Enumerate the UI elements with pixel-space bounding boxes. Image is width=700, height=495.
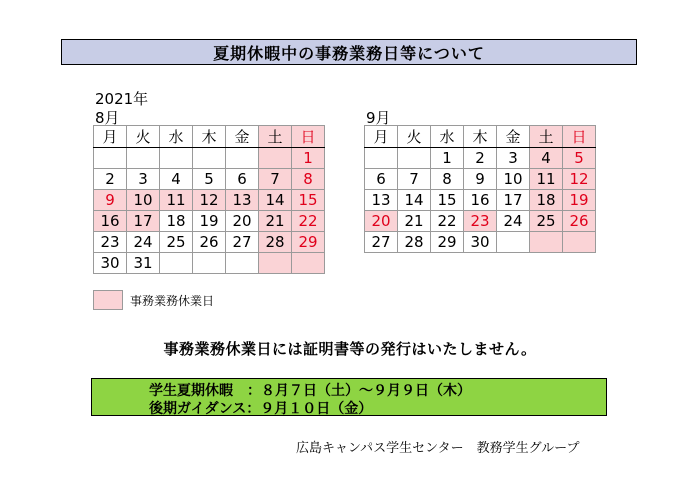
day-cell: 29	[431, 232, 464, 253]
weekday-header: 月	[365, 126, 398, 148]
day-cell: 20	[226, 211, 259, 232]
day-cell: 7	[398, 169, 431, 190]
day-cell: 13	[226, 190, 259, 211]
day-cell	[497, 232, 530, 253]
day-cell: 19	[563, 190, 596, 211]
calendar-week	[365, 211, 596, 232]
calendar-week	[365, 169, 596, 190]
day-cell: 25	[160, 232, 193, 253]
day-cell: 1	[292, 148, 325, 169]
day-cell	[292, 253, 325, 274]
day-cell	[193, 253, 226, 274]
guidance-line: 後期ガイダンス：９月１０日（金）	[149, 401, 373, 417]
notice-text: 事務業務休業日には証明書等の発行はいたしません。	[163, 340, 537, 358]
year-label: 2021年	[95, 90, 149, 108]
day-cell: 5	[563, 148, 596, 169]
weekday-header: 火	[127, 126, 160, 148]
day-cell	[160, 253, 193, 274]
day-cell: 14	[259, 190, 292, 211]
day-cell	[398, 148, 431, 169]
footer-org: 広島キャンパス学生センター 教務学生グループ	[296, 441, 580, 456]
weekday-header: 金	[226, 126, 259, 148]
day-cell: 3	[497, 148, 530, 169]
calendar-week	[365, 190, 596, 211]
day-cell: 27	[365, 232, 398, 253]
day-cell: 17	[497, 190, 530, 211]
day-cell: 7	[259, 169, 292, 190]
day-cell	[226, 148, 259, 169]
day-cell	[259, 148, 292, 169]
calendar-week	[94, 232, 325, 253]
day-cell: 21	[398, 211, 431, 232]
day-cell: 19	[193, 211, 226, 232]
day-cell: 24	[497, 211, 530, 232]
day-cell: 22	[292, 211, 325, 232]
day-cell: 27	[226, 232, 259, 253]
weekday-header: 水	[160, 126, 193, 148]
day-cell: 22	[431, 211, 464, 232]
weekday-header: 金	[497, 126, 530, 148]
day-cell: 3	[127, 169, 160, 190]
calendar-week	[94, 169, 325, 190]
weekday-header: 水	[431, 126, 464, 148]
day-cell: 25	[530, 211, 563, 232]
day-cell: 10	[497, 169, 530, 190]
september-month-label: 9月	[366, 109, 391, 127]
calendar-week	[94, 211, 325, 232]
day-cell: 15	[431, 190, 464, 211]
day-cell	[160, 148, 193, 169]
day-cell: 26	[193, 232, 226, 253]
weekday-header: 木	[193, 126, 226, 148]
page-title: 夏期休暇中の事務業務日等について	[213, 43, 485, 63]
day-cell: 6	[365, 169, 398, 190]
day-cell: 8	[292, 169, 325, 190]
legend-label: 事務業務休業日	[130, 294, 215, 308]
day-cell: 17	[127, 211, 160, 232]
day-cell	[127, 148, 160, 169]
weekday-header: 土	[259, 126, 292, 148]
day-cell: 26	[563, 211, 596, 232]
september-calendar	[364, 125, 596, 253]
calendar-week	[94, 148, 325, 169]
page-title-box	[61, 39, 637, 65]
summer-vacation-line: 学生夏期休暇 ：８月７日（土）～９月９日（木）	[149, 383, 471, 399]
day-cell	[365, 148, 398, 169]
day-cell: 11	[160, 190, 193, 211]
day-cell: 10	[127, 190, 160, 211]
weekday-header: 日	[292, 126, 325, 148]
day-cell: 31	[127, 253, 160, 274]
day-cell: 2	[464, 148, 497, 169]
weekday-header: 月	[94, 126, 127, 148]
august-month-label: 8月	[95, 109, 120, 127]
day-cell: 5	[193, 169, 226, 190]
day-cell: 24	[127, 232, 160, 253]
day-cell	[530, 232, 563, 253]
day-cell	[563, 232, 596, 253]
day-cell: 21	[259, 211, 292, 232]
day-cell: 20	[365, 211, 398, 232]
day-cell: 1	[431, 148, 464, 169]
weekday-header: 木	[464, 126, 497, 148]
weekday-header: 土	[530, 126, 563, 148]
day-cell: 28	[398, 232, 431, 253]
calendar-week	[94, 190, 325, 211]
day-cell: 6	[226, 169, 259, 190]
day-cell: 11	[530, 169, 563, 190]
legend-swatch	[93, 290, 123, 310]
day-cell: 2	[94, 169, 127, 190]
calendar-week	[365, 232, 596, 253]
day-cell: 15	[292, 190, 325, 211]
day-cell: 30	[464, 232, 497, 253]
day-cell: 16	[464, 190, 497, 211]
weekday-header: 日	[563, 126, 596, 148]
day-cell: 23	[464, 211, 497, 232]
day-cell	[94, 148, 127, 169]
calendar-week	[365, 148, 596, 169]
day-cell: 23	[94, 232, 127, 253]
day-cell: 4	[160, 169, 193, 190]
day-cell: 30	[94, 253, 127, 274]
day-cell: 12	[193, 190, 226, 211]
info-box	[91, 378, 607, 416]
august-calendar	[93, 125, 325, 274]
calendar-week	[94, 253, 325, 274]
day-cell: 8	[431, 169, 464, 190]
day-cell	[226, 253, 259, 274]
day-cell: 14	[398, 190, 431, 211]
day-cell: 9	[94, 190, 127, 211]
day-cell	[259, 253, 292, 274]
day-cell: 4	[530, 148, 563, 169]
day-cell: 28	[259, 232, 292, 253]
day-cell: 16	[94, 211, 127, 232]
day-cell: 12	[563, 169, 596, 190]
day-cell: 13	[365, 190, 398, 211]
weekday-header: 火	[398, 126, 431, 148]
day-cell: 18	[160, 211, 193, 232]
day-cell: 29	[292, 232, 325, 253]
day-cell	[193, 148, 226, 169]
day-cell: 18	[530, 190, 563, 211]
day-cell: 9	[464, 169, 497, 190]
